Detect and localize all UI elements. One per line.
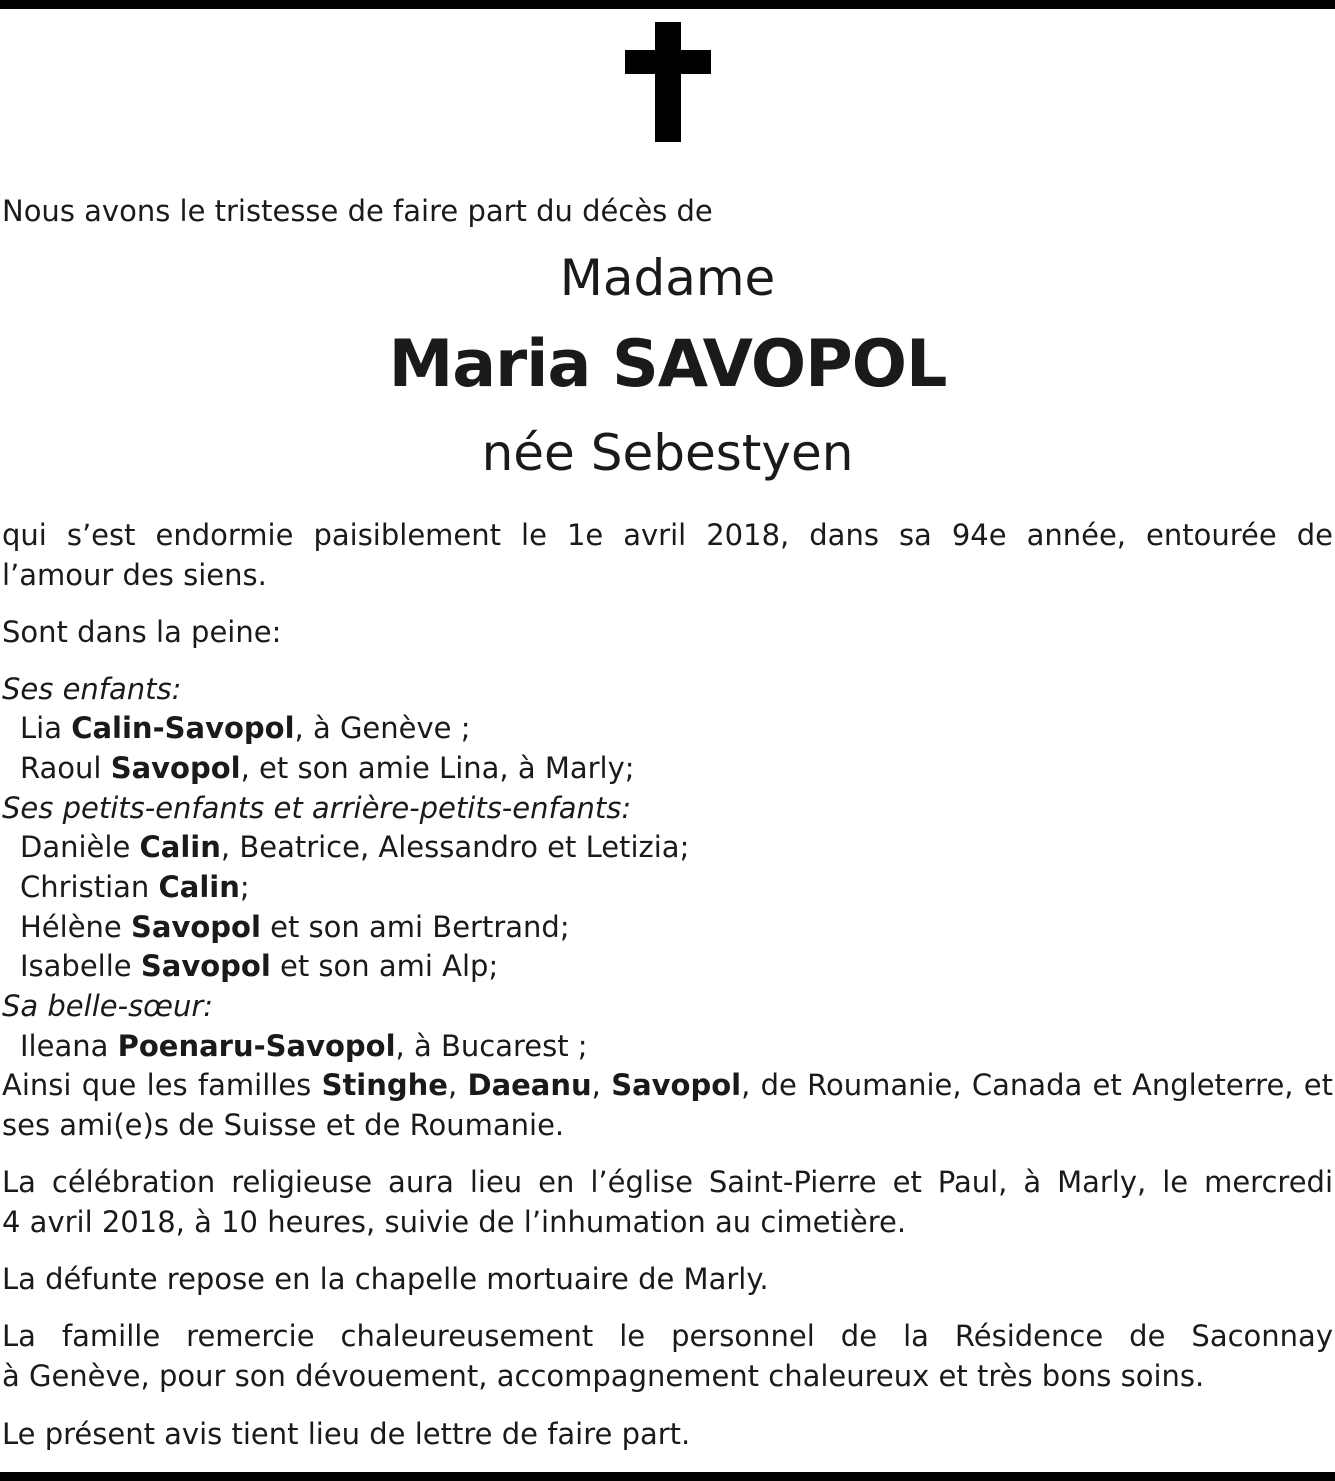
passing-line-1: qui s’est endormie paisiblement le 1e avril 2018, dans sa 94e année, entourée de bbox=[2, 518, 1333, 552]
mourners-heading: Sont dans la peine: bbox=[2, 615, 282, 649]
grandchildren-heading: Ses petits-enfants et arrière-petits-enfants: bbox=[2, 791, 632, 825]
ceremony-line-2: 4 avril 2018, à 10 heures, suivie de l’inhumation au cimetière. bbox=[2, 1205, 907, 1239]
cross-icon bbox=[625, 22, 711, 142]
thanks-line-2: à Genève, pour son dévouement, accompagnement chaleureux et très bons soins. bbox=[2, 1359, 1205, 1393]
top-rule bbox=[0, 0, 1335, 9]
deceased-name: Maria SAVOPOL bbox=[388, 327, 947, 402]
list-item: Ileana Poenaru-Savopol, à Bucarest ; bbox=[20, 1029, 588, 1063]
list-item: Isabelle Savopol et son ami Alp; bbox=[20, 949, 499, 983]
maiden-name: née Sebestyen bbox=[481, 424, 854, 482]
ceremony-line-1: La célébration religieuse aura lieu en l’église Saint-Pierre et Paul, à Marly, le mercredi bbox=[2, 1165, 1333, 1199]
children-heading: Ses enfants: bbox=[2, 672, 182, 706]
bottom-rule bbox=[0, 1472, 1335, 1481]
families-line-2: ses ami(e)s de Suisse et de Roumanie. bbox=[2, 1108, 565, 1142]
list-item: Christian Calin; bbox=[20, 870, 250, 904]
sister-in-law-heading: Sa belle-sœur: bbox=[2, 989, 214, 1023]
families-line-1: Ainsi que les familles Stinghe, Daeanu, Savopol, de Roumanie, Canada et Angleterre, et bbox=[2, 1068, 1334, 1102]
closing-text: Le présent avis tient lieu de lettre de faire part. bbox=[2, 1417, 691, 1451]
list-item: Lia Calin-Savopol, à Genève ; bbox=[20, 711, 471, 745]
thanks-line-1: La famille remercie chaleureusement le personnel de la Résidence de Saconnay bbox=[2, 1319, 1333, 1353]
honorific: Madame bbox=[559, 249, 776, 307]
list-item: Danièle Calin, Beatrice, Alessandro et Letizia; bbox=[20, 830, 690, 864]
passing-line-2: l’amour des siens. bbox=[2, 558, 267, 592]
list-item: Raoul Savopol, et son amie Lina, à Marly; bbox=[20, 751, 635, 785]
list-item: Hélène Savopol et son ami Bertrand; bbox=[20, 910, 570, 944]
intro-text: Nous avons le tristesse de faire part du décès de bbox=[2, 194, 713, 228]
repose-text: La défunte repose en la chapelle mortuaire de Marly. bbox=[2, 1262, 769, 1296]
